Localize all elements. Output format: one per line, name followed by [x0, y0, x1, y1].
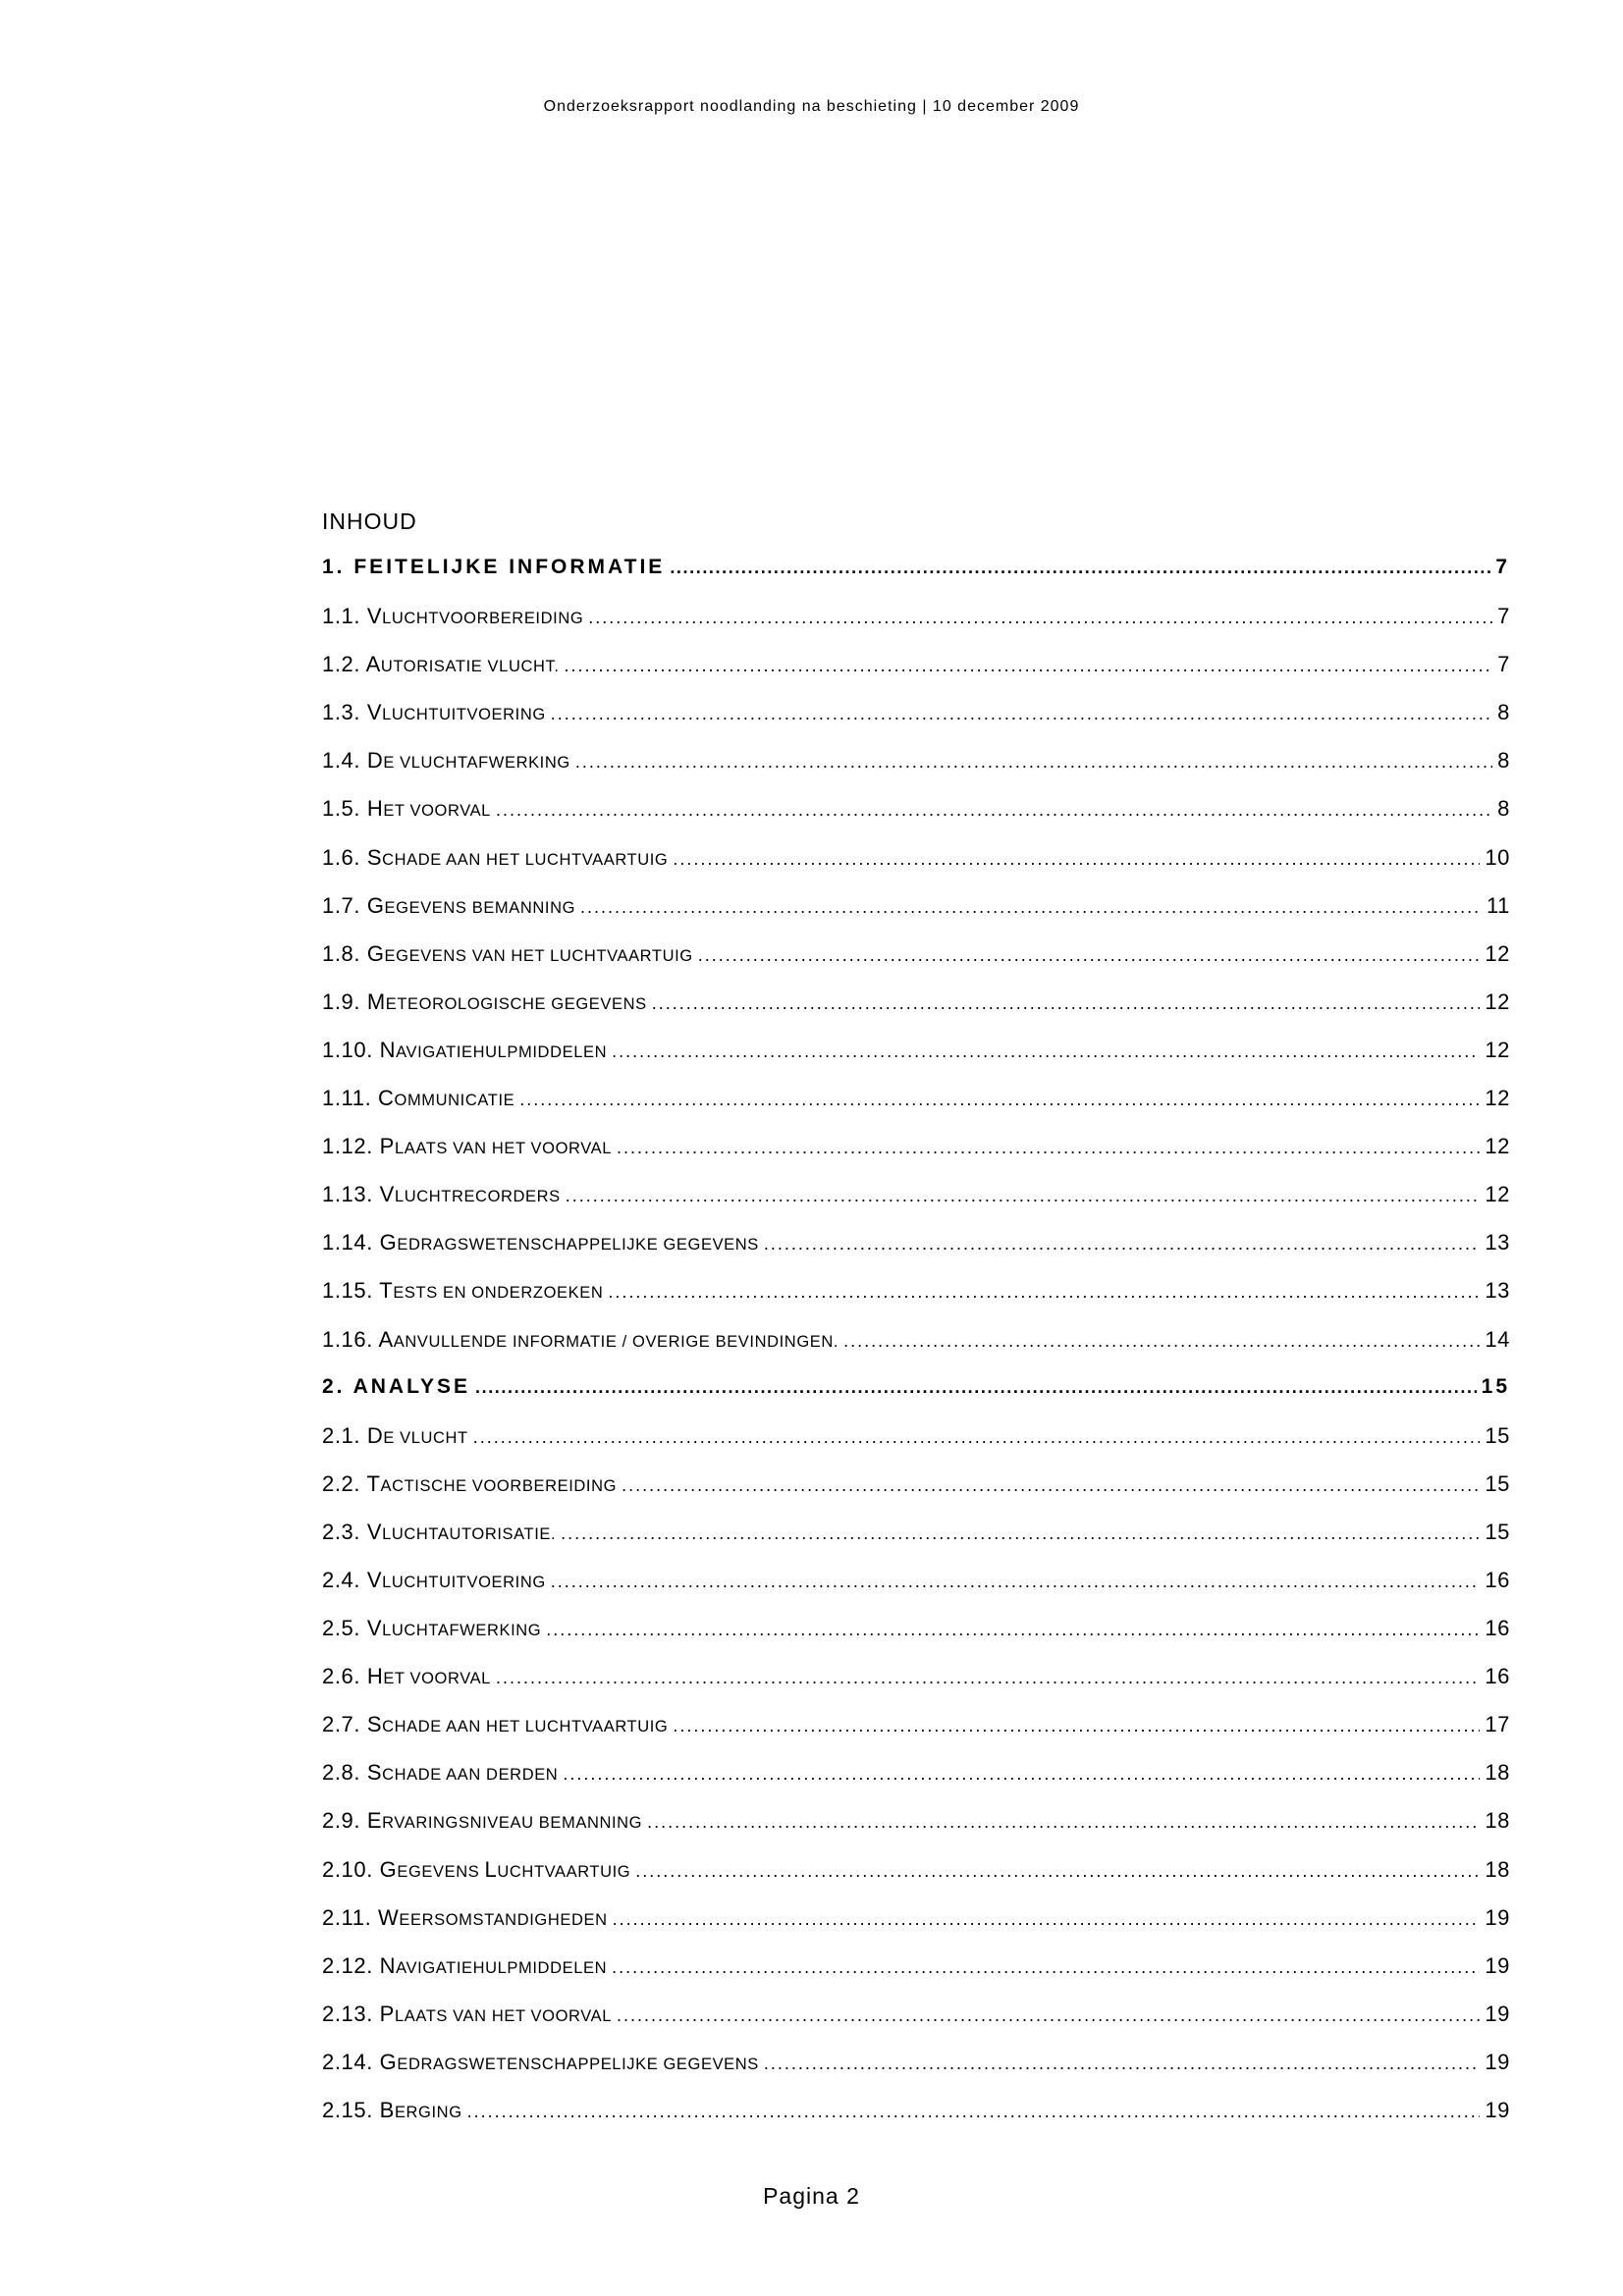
toc-entry-page: 8	[1497, 748, 1510, 774]
toc-entry-label	[322, 1423, 468, 1449]
toc-dot-leader	[467, 2102, 1481, 2122]
toc-section-entry[interactable]	[322, 2050, 1510, 2098]
toc-entry-title-rest: LAATS VAN HET VOORVAL	[394, 1140, 612, 1158]
toc-entry-number: 2.1.	[322, 1422, 361, 1448]
toc-section-entry[interactable]	[322, 1664, 1510, 1712]
toc-entry-label	[322, 1616, 541, 1641]
toc-entry-title-rest: ETEOROLOGISCHE GEGEVENS	[385, 994, 647, 1013]
toc-entry-title-rest: OMMUNICATIE	[394, 1092, 515, 1110]
toc-entry-title-initial: B	[379, 2098, 395, 2122]
toc-entry-number: 2.3.	[322, 1519, 361, 1544]
toc-entry-number: 2.4.	[322, 1567, 361, 1592]
toc-entry-title-initial: V	[366, 1567, 383, 1592]
toc-dot-leader	[843, 1331, 1480, 1352]
toc-entry-label	[322, 556, 665, 579]
toc-entry-page: 11	[1486, 892, 1510, 918]
table-of-contents	[322, 556, 1510, 2146]
toc-section-entry[interactable]	[322, 1230, 1510, 1278]
toc-entry-title-initial: V	[366, 1616, 383, 1641]
toc-entry-page: 18	[1485, 1856, 1510, 1882]
toc-dot-leader	[551, 1572, 1481, 1592]
toc-section-entry[interactable]	[322, 1905, 1510, 1953]
toc-entry-page: 10	[1485, 844, 1510, 870]
toc-entry-title-rest: EDRAGSWETENSCHAPPELIJKE GEGEVENS	[397, 1236, 759, 1255]
toc-section-entry[interactable]	[322, 1278, 1510, 1326]
toc-entry-number: 1.7.	[322, 892, 361, 918]
toc-entry-label	[322, 1230, 759, 1255]
toc-section-entry[interactable]	[322, 1038, 1510, 1086]
toc-section-entry[interactable]	[322, 1086, 1510, 1134]
toc-entry-label	[322, 1664, 491, 1689]
toc-entry-number: 1.15.	[322, 1278, 373, 1304]
toc-entry-label	[322, 1375, 470, 1399]
toc-entry-title-rest: CHADE AAN HET LUCHTVAARTUIG	[382, 1718, 669, 1736]
toc-entry-title-rest: ET VOORVAL	[383, 802, 491, 821]
toc-entry-label	[322, 1278, 603, 1304]
toc-entry-label	[322, 989, 647, 1015]
toc-dot-leader	[612, 1957, 1480, 1978]
toc-entry-number: 1.11.	[322, 1086, 372, 1111]
toc-entry-page: 19	[1485, 2049, 1510, 2074]
toc-entry-title-rest: LUCHTUITVOERING	[382, 706, 546, 724]
toc-entry-number: 1.10.	[322, 1037, 373, 1062]
running-header: Onderzoeksrapport noodlanding na beschieting | 10 december 2009	[543, 98, 1080, 115]
toc-dot-leader	[652, 993, 1481, 1014]
toc-entry-page: 15	[1481, 1374, 1510, 1398]
toc-entry-title-rest: LUCHTRECORDERS	[394, 1188, 561, 1206]
toc-entry-number: 1.3.	[322, 700, 361, 725]
toc-section-entry[interactable]	[322, 1182, 1510, 1230]
toc-entry-number: 1.12.	[322, 1134, 373, 1159]
toc-dot-leader	[698, 945, 1481, 966]
toc-dot-leader	[612, 1041, 1480, 1062]
toc-section-entry[interactable]	[322, 700, 1510, 748]
toc-entry-title-initial: W	[378, 1904, 400, 1930]
toc-dot-leader	[670, 558, 1490, 578]
toc-entry-title: FEITELIJKE INFORMATIE	[353, 556, 666, 578]
toc-entry-title-initial: S	[366, 1712, 383, 1737]
toc-entry-number: 1.4.	[322, 748, 361, 774]
toc-section-entry[interactable]	[322, 1760, 1510, 1808]
toc-entry-page: 16	[1485, 1616, 1510, 1641]
toc-entry-page: 19	[1485, 2001, 1510, 2026]
toc-entry-title-rest: ANVULLENDE INFORMATIE / OVERIGE BEVINDINGEN.	[393, 1332, 839, 1351]
toc-entry-title-rest: ERGING	[394, 2104, 462, 2121]
toc-entry-title-rest: E VLUCHTAFWERKING	[383, 754, 570, 773]
toc-entry-title-initial: D	[366, 1422, 384, 1448]
toc-dot-leader	[519, 1090, 1480, 1110]
toc-entry-title-initial: T	[379, 1278, 394, 1304]
toc-entry-number: 2.9.	[322, 1808, 361, 1834]
toc-section-entry[interactable]	[322, 845, 1510, 893]
toc-dot-leader	[635, 1861, 1480, 1882]
toc-dot-leader	[563, 1764, 1480, 1785]
toc-entry-title-initial: S	[366, 844, 383, 870]
toc-section-entry[interactable]	[322, 604, 1510, 652]
toc-entry-title-rest: CHADE AAN DERDEN	[382, 1766, 559, 1785]
toc-section-entry[interactable]	[322, 893, 1510, 941]
toc-entry-page: 7	[1497, 652, 1510, 677]
toc-dot-leader	[673, 1716, 1480, 1736]
toc-entry-title-rest: AVIGATIEHULPMIDDELEN	[396, 1958, 608, 1977]
toc-entry-title-initial: C	[378, 1086, 395, 1111]
toc-entry-number: 1.14.	[322, 1230, 373, 1255]
toc-entry-title-rest: ET VOORVAL	[383, 1670, 491, 1688]
toc-entry-label	[322, 1471, 617, 1497]
toc-entry-title-rest: ESTS EN ONDERZOEKEN	[393, 1284, 604, 1303]
toc-entry-title-initial: A	[378, 1326, 394, 1352]
toc-entry-label	[322, 748, 570, 774]
toc-entry-title-initial: N	[379, 1037, 397, 1062]
toc-entry-title-rest: LAATS VAN HET VOORVAL	[394, 2006, 612, 2025]
toc-dot-leader	[673, 849, 1480, 870]
toc-section-entry[interactable]	[322, 1808, 1510, 1856]
toc-dot-leader	[617, 2005, 1480, 2026]
toc-dot-leader	[617, 1138, 1480, 1158]
toc-section-entry[interactable]	[322, 652, 1510, 700]
toc-dot-leader	[475, 1377, 1477, 1398]
toc-section-entry[interactable]	[322, 1520, 1510, 1568]
toc-entry-page: 13	[1485, 1278, 1510, 1304]
toc-dot-leader	[613, 1909, 1481, 1930]
toc-entry-number: 2.13.	[322, 2001, 373, 2026]
toc-entry-title-rest: LUCHTUITVOERING	[382, 1573, 546, 1591]
toc-section-entry[interactable]	[322, 1616, 1510, 1664]
toc-entry-label	[322, 652, 560, 677]
toc-entry-label	[322, 1568, 546, 1593]
toc-entry-title-initial: L	[484, 1856, 498, 1882]
toc-entry-page: 12	[1485, 1182, 1510, 1207]
toc-entry-number: 2.6.	[322, 1664, 361, 1689]
toc-dot-leader	[764, 2054, 1480, 2074]
toc-entry-page: 12	[1485, 988, 1510, 1014]
toc-section-entry[interactable]	[322, 2002, 1510, 2050]
toc-section-entry[interactable]	[322, 748, 1510, 796]
toc-dot-leader	[588, 608, 1492, 628]
toc-dot-leader	[647, 1812, 1480, 1833]
toc-entry-label	[322, 796, 491, 822]
toc-entry-label	[322, 1808, 642, 1834]
toc-entry-title-rest: EGEVENS VAN HET LUCHTVAARTUIG	[384, 946, 693, 965]
toc-entry-title-rest: LUCHTAUTORISATIE.	[382, 1524, 557, 1543]
toc-entry-label	[322, 845, 668, 871]
toc-dot-leader	[608, 1282, 1480, 1303]
toc-entry-label	[322, 700, 546, 725]
toc-entry-number: 2.	[322, 1374, 346, 1398]
toc-entry-page: 16	[1485, 1567, 1510, 1592]
toc-section-entry[interactable]	[322, 796, 1510, 844]
toc-entry-number: 1.6.	[322, 844, 361, 870]
toc-entry-title-initial: S	[366, 1760, 383, 1786]
toc-entry-title-initial: P	[379, 2001, 395, 2026]
toc-chapter-entry[interactable]	[322, 556, 1510, 604]
toc-entry-title-rest: UTORISATIE VLUCHT.	[380, 658, 560, 676]
toc-entry-title-initial: G	[366, 892, 385, 918]
toc-entry-label	[322, 1905, 608, 1931]
toc-entry-label	[322, 1712, 668, 1737]
toc-entry-label	[322, 2050, 759, 2075]
toc-dot-leader	[473, 1427, 1481, 1448]
toc-dot-leader	[496, 800, 1492, 821]
toc-entry-title-rest: EDRAGSWETENSCHAPPELIJKE GEGEVENS	[397, 2055, 759, 2073]
toc-entry-title-initial: V	[366, 700, 383, 725]
toc-entry-title-rest: EGEVENS	[397, 1862, 485, 1881]
toc-entry-label	[322, 1520, 556, 1545]
toc-entry-number: 1.13.	[322, 1182, 373, 1207]
toc-entry-title-rest: AVIGATIEHULPMIDDELEN	[396, 1042, 608, 1061]
toc-entry-page: 12	[1485, 940, 1510, 966]
toc-entry-label	[322, 2002, 612, 2027]
toc-entry-number: 2.11.	[322, 1904, 372, 1930]
toc-chapter-entry[interactable]	[322, 1375, 1510, 1423]
toc-entry-label	[322, 2098, 462, 2123]
toc-entry-number: 2.7.	[322, 1712, 361, 1737]
toc-entry-number: 2.14.	[322, 2049, 373, 2074]
toc-entry-title-initial: V	[366, 1519, 383, 1544]
toc-entry-number: 1.9.	[322, 988, 361, 1014]
toc-entry-number: 1.1.	[322, 604, 361, 629]
toc-entry-page: 15	[1485, 1519, 1510, 1544]
toc-section-entry[interactable]	[322, 1471, 1510, 1520]
toc-entry-page: 14	[1485, 1326, 1510, 1352]
toc-dot-leader	[566, 1186, 1481, 1206]
toc-entry-number: 1.2.	[322, 652, 361, 677]
toc-entry-number: 1.8.	[322, 940, 361, 966]
toc-entry-page: 7	[1497, 604, 1510, 629]
page-number: Pagina 2	[763, 2183, 860, 2209]
toc-section-entry[interactable]	[322, 1712, 1510, 1760]
toc-entry-label	[322, 604, 583, 629]
toc-entry-page: 12	[1485, 1086, 1510, 1111]
toc-entry-number: 2.10.	[322, 1856, 373, 1882]
toc-entry-label	[322, 1182, 561, 1207]
toc-section-entry[interactable]	[322, 2098, 1510, 2146]
toc-dot-leader	[551, 704, 1492, 724]
toc-entry-title-initial: D	[366, 748, 384, 774]
toc-entry-page: 19	[1485, 2098, 1510, 2122]
toc-title: INHOUD	[322, 508, 417, 534]
toc-section-entry[interactable]	[322, 1423, 1510, 1471]
toc-entry-page: 12	[1485, 1134, 1510, 1159]
toc-entry-page: 18	[1485, 1760, 1510, 1786]
toc-dot-leader	[496, 1668, 1480, 1688]
toc-entry-page: 18	[1485, 1808, 1510, 1834]
toc-entry-title-initial: H	[366, 1664, 384, 1689]
toc-section-entry[interactable]	[322, 941, 1510, 989]
toc-entry-title-rest: UCHTVAARTUIG	[497, 1862, 631, 1881]
toc-entry-title-rest: RVARINGSNIVEAU BEMANNING	[382, 1814, 643, 1833]
toc-entry-title-initial: T	[366, 1470, 381, 1496]
toc-entry-number: 1.	[322, 556, 346, 578]
toc-dot-leader	[546, 1620, 1480, 1640]
toc-entry-number: 1.16.	[322, 1326, 373, 1352]
toc-dot-leader	[622, 1475, 1480, 1496]
toc-entry-page: 8	[1497, 796, 1510, 822]
toc-entry-title-initial: N	[379, 1952, 397, 1978]
toc-entry-title-rest: ACTISCHE VOORBEREIDING	[380, 1476, 618, 1495]
toc-entry-number: 2.2.	[322, 1470, 361, 1496]
toc-section-entry[interactable]	[322, 1134, 1510, 1182]
toc-entry-label	[322, 1134, 612, 1159]
toc-entry-title-rest: LUCHTVOORBEREIDING	[382, 610, 584, 628]
toc-entry-number: 2.12.	[322, 1952, 373, 1978]
toc-entry-label	[322, 941, 693, 967]
toc-entry-page: 17	[1485, 1712, 1510, 1737]
toc-entry-title-initial: P	[379, 1134, 395, 1159]
toc-entry-label	[322, 1857, 630, 1883]
toc-entry-title-initial: H	[366, 796, 384, 822]
toc-section-entry[interactable]	[322, 1568, 1510, 1616]
toc-entry-title-rest: CHADE AAN HET LUCHTVAARTUIG	[382, 850, 669, 869]
toc-entry-label	[322, 1038, 607, 1063]
toc-entry-page: 12	[1485, 1037, 1510, 1062]
toc-dot-leader	[575, 752, 1492, 773]
toc-entry-title-initial: V	[366, 604, 383, 629]
toc-entry-title-initial: A	[365, 652, 381, 677]
toc-section-entry[interactable]	[322, 1857, 1510, 1905]
toc-entry-page: 13	[1485, 1230, 1510, 1255]
toc-entry-number: 2.15.	[322, 2098, 373, 2122]
toc-entry-label	[322, 1086, 514, 1111]
toc-dot-leader	[565, 656, 1493, 676]
toc-entry-title-initial: G	[366, 940, 385, 966]
toc-entry-title-initial: G	[379, 2049, 398, 2074]
toc-entry-number: 2.5.	[322, 1616, 361, 1641]
toc-entry-title-rest: EERSOMSTANDIGHEDEN	[399, 1910, 608, 1929]
toc-entry-title-initial: M	[366, 988, 386, 1014]
toc-entry-label	[322, 893, 575, 919]
toc-dot-leader	[561, 1523, 1480, 1544]
toc-entry-number: 1.5.	[322, 796, 361, 822]
toc-entry-page: 15	[1485, 1422, 1510, 1448]
toc-entry-label	[322, 1953, 607, 1979]
toc-entry-page: 15	[1485, 1470, 1510, 1496]
toc-section-entry[interactable]	[322, 1953, 1510, 2002]
toc-entry-title-rest: EGEVENS BEMANNING	[384, 898, 576, 917]
toc-entry-page: 8	[1497, 700, 1510, 725]
toc-entry-page: 19	[1485, 1952, 1510, 1978]
toc-entry-title-rest: LUCHTAFWERKING	[382, 1622, 542, 1640]
toc-dot-leader	[764, 1234, 1480, 1255]
toc-entry-title: ANALYSE	[352, 1374, 470, 1398]
toc-entry-label	[322, 1327, 839, 1353]
toc-section-entry[interactable]	[322, 989, 1510, 1038]
toc-entry-title-initial: E	[366, 1808, 383, 1834]
toc-entry-title-initial: G	[379, 1856, 398, 1882]
toc-entry-page: 7	[1495, 556, 1510, 578]
toc-entry-page: 16	[1485, 1664, 1510, 1689]
toc-entry-number: 2.8.	[322, 1760, 361, 1786]
toc-entry-title-initial: V	[379, 1182, 395, 1207]
toc-entry-title-initial: G	[379, 1230, 398, 1255]
toc-entry-label	[322, 1760, 558, 1786]
toc-entry-title-rest: E VLUCHT	[383, 1428, 468, 1447]
toc-entry-page: 19	[1485, 1904, 1510, 1930]
toc-section-entry[interactable]	[322, 1327, 1510, 1375]
toc-dot-leader	[580, 897, 1482, 918]
